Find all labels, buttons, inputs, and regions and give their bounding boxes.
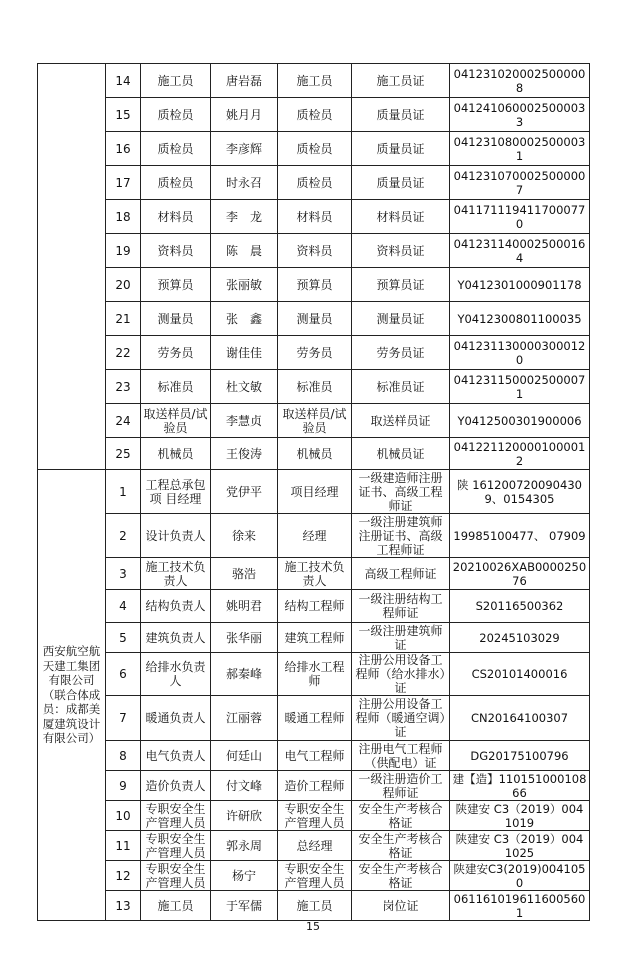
cell-no: 9 bbox=[106, 771, 141, 801]
cell-no: 18 bbox=[106, 200, 141, 234]
cell-title: 项目经理 bbox=[278, 470, 352, 514]
cell-cert-type: 安全生产考核合格证 bbox=[352, 801, 450, 831]
cell-cert-no: 0412311300003000120 bbox=[450, 336, 590, 370]
cell-title: 材料员 bbox=[278, 200, 352, 234]
table-row bbox=[38, 132, 590, 166]
cell-title: 预算员 bbox=[278, 268, 352, 302]
cell-name: 王俊涛 bbox=[211, 438, 278, 470]
cell-post: 测量员 bbox=[141, 302, 211, 336]
cell-cert-no: 建【造】11015100010866 bbox=[450, 771, 590, 801]
table-row bbox=[38, 200, 590, 234]
cell-cert-no: 20210026XAB000025076 bbox=[450, 558, 590, 590]
cell-name: 郭永周 bbox=[211, 831, 278, 861]
table-row bbox=[38, 558, 590, 590]
cell-post: 机械员 bbox=[141, 438, 211, 470]
cell-title: 建筑工程师 bbox=[278, 623, 352, 653]
cell-post: 给排水负责人 bbox=[141, 653, 211, 696]
cell-no: 20 bbox=[106, 268, 141, 302]
table-row bbox=[38, 64, 590, 98]
table-row bbox=[38, 590, 590, 623]
cell-name: 时永召 bbox=[211, 166, 278, 200]
cell-name: 于军儒 bbox=[211, 891, 278, 921]
cell-post: 质检员 bbox=[141, 98, 211, 132]
table-row bbox=[38, 653, 590, 696]
cell-no: 10 bbox=[106, 801, 141, 831]
cell-post: 资料员 bbox=[141, 234, 211, 268]
cell-name: 李彦辉 bbox=[211, 132, 278, 166]
cell-cert-no: Y0412300801100035 bbox=[450, 302, 590, 336]
cell-cert-no: 0412310200025000008 bbox=[450, 64, 590, 98]
cell-cert-type: 安全生产考核合格证 bbox=[352, 861, 450, 891]
cell-post: 预算员 bbox=[141, 268, 211, 302]
table-row bbox=[38, 268, 590, 302]
table-row bbox=[38, 771, 590, 801]
cell-no: 13 bbox=[106, 891, 141, 921]
cell-title: 总经理 bbox=[278, 831, 352, 861]
cell-post: 专职安全生产管理人员 bbox=[141, 861, 211, 891]
cell-cert-type: 注册公用设备工程师（暖通空调）证 bbox=[352, 696, 450, 741]
table-row bbox=[38, 623, 590, 653]
table-row bbox=[38, 801, 590, 831]
cell-no: 19 bbox=[106, 234, 141, 268]
cell-cert-no: S20116500362 bbox=[450, 590, 590, 623]
cell-cert-no: Y0412301000901178 bbox=[450, 268, 590, 302]
cell-cert-type: 预算员证 bbox=[352, 268, 450, 302]
cell-post: 施工技术负责人 bbox=[141, 558, 211, 590]
cell-no: 21 bbox=[106, 302, 141, 336]
cell-cert-type: 注册公用设备工程师（给水排水）证 bbox=[352, 653, 450, 696]
cell-cert-type: 一级建造师注册证书、高级工程师证 bbox=[352, 470, 450, 514]
cell-cert-no: DG20175100796 bbox=[450, 741, 590, 771]
cell-no: 3 bbox=[106, 558, 141, 590]
cell-cert-no: 20245103029 bbox=[450, 623, 590, 653]
table-row bbox=[38, 336, 590, 370]
table-row bbox=[38, 302, 590, 336]
table-row bbox=[38, 438, 590, 470]
cell-title: 施工员 bbox=[278, 891, 352, 921]
cell-cert-type: 资料员证 bbox=[352, 234, 450, 268]
cell-name: 杜文敏 bbox=[211, 370, 278, 404]
cell-no: 24 bbox=[106, 404, 141, 438]
org-cell: 西安航空航天建工集团有限公司（联合体成员：成都美厦建筑设计有限公司） bbox=[38, 470, 106, 921]
cell-post: 建筑负责人 bbox=[141, 623, 211, 653]
table-row bbox=[38, 370, 590, 404]
cell-name: 张 鑫 bbox=[211, 302, 278, 336]
cell-cert-no: 0611610196116005601 bbox=[450, 891, 590, 921]
cell-title: 测量员 bbox=[278, 302, 352, 336]
cell-title: 机械员 bbox=[278, 438, 352, 470]
table-row bbox=[38, 891, 590, 921]
table-row bbox=[38, 470, 590, 514]
cell-cert-type: 注册电气工程师（供配电）证 bbox=[352, 741, 450, 771]
cell-cert-no: 0411711194117000770 bbox=[450, 200, 590, 234]
cell-post: 材料员 bbox=[141, 200, 211, 234]
cell-post: 结构负责人 bbox=[141, 590, 211, 623]
cell-post: 质检员 bbox=[141, 166, 211, 200]
cell-name: 张华丽 bbox=[211, 623, 278, 653]
cell-no: 7 bbox=[106, 696, 141, 741]
cell-cert-no: 0412310700025000007 bbox=[450, 166, 590, 200]
cell-no: 17 bbox=[106, 166, 141, 200]
cell-post: 施工员 bbox=[141, 891, 211, 921]
cell-title: 劳务员 bbox=[278, 336, 352, 370]
cell-cert-type: 高级工程师证 bbox=[352, 558, 450, 590]
table-row bbox=[38, 404, 590, 438]
cell-title: 取送样员/试验员 bbox=[278, 404, 352, 438]
cell-title: 电气工程师 bbox=[278, 741, 352, 771]
cell-cert-type: 机械员证 bbox=[352, 438, 450, 470]
cell-post: 专职安全生产管理人员 bbox=[141, 831, 211, 861]
table-row bbox=[38, 696, 590, 741]
cell-name: 谢佳佳 bbox=[211, 336, 278, 370]
cell-no: 25 bbox=[106, 438, 141, 470]
cell-cert-no: 0412311400025000164 bbox=[450, 234, 590, 268]
cell-post: 暖通负责人 bbox=[141, 696, 211, 741]
cell-post: 电气负责人 bbox=[141, 741, 211, 771]
cell-no: 22 bbox=[106, 336, 141, 370]
cell-cert-type: 测量员证 bbox=[352, 302, 450, 336]
cell-post: 施工员 bbox=[141, 64, 211, 98]
cell-name: 陈 晨 bbox=[211, 234, 278, 268]
cell-post: 标准员 bbox=[141, 370, 211, 404]
cell-post: 质检员 bbox=[141, 132, 211, 166]
cell-cert-type: 施工员证 bbox=[352, 64, 450, 98]
cell-name: 党伊平 bbox=[211, 470, 278, 514]
cell-post: 劳务员 bbox=[141, 336, 211, 370]
cell-cert-type: 劳务员证 bbox=[352, 336, 450, 370]
cell-cert-type: 质量员证 bbox=[352, 132, 450, 166]
cell-cert-no: 陕建安 C3（2019）0041019 bbox=[450, 801, 590, 831]
table-row bbox=[38, 234, 590, 268]
cell-cert-type: 一级注册建筑师证 bbox=[352, 623, 450, 653]
cell-no: 11 bbox=[106, 831, 141, 861]
cell-title: 给排水工程师 bbox=[278, 653, 352, 696]
cell-cert-type: 标准员证 bbox=[352, 370, 450, 404]
cell-name: 李 龙 bbox=[211, 200, 278, 234]
cell-post: 工程总承包项 目经理 bbox=[141, 470, 211, 514]
cell-post: 造价负责人 bbox=[141, 771, 211, 801]
cell-title: 经理 bbox=[278, 514, 352, 558]
cell-cert-type: 一级注册结构工程师证 bbox=[352, 590, 450, 623]
cell-cert-no: CN20164100307 bbox=[450, 696, 590, 741]
cell-cert-no: 19985100477、 07909 bbox=[450, 514, 590, 558]
cell-cert-no: 0412410600025000033 bbox=[450, 98, 590, 132]
cell-post: 专职安全生产管理人员 bbox=[141, 801, 211, 831]
cell-title: 暖通工程师 bbox=[278, 696, 352, 741]
cell-cert-no: 陕建安C3(2019)0041050 bbox=[450, 861, 590, 891]
cell-cert-type: 质量员证 bbox=[352, 98, 450, 132]
cell-name: 姚明君 bbox=[211, 590, 278, 623]
table-body bbox=[38, 64, 590, 921]
cell-cert-no: 0412311500025000071 bbox=[450, 370, 590, 404]
cell-cert-type: 材料员证 bbox=[352, 200, 450, 234]
cell-no: 1 bbox=[106, 470, 141, 514]
org-cell bbox=[38, 64, 106, 470]
cell-cert-no: 陕建安 C3（2019）0041025 bbox=[450, 831, 590, 861]
cell-cert-no: 0412310800025000031 bbox=[450, 132, 590, 166]
cell-no: 2 bbox=[106, 514, 141, 558]
table-row bbox=[38, 98, 590, 132]
cell-title: 质检员 bbox=[278, 132, 352, 166]
cell-title: 质检员 bbox=[278, 98, 352, 132]
cell-cert-no: CS20101400016 bbox=[450, 653, 590, 696]
cell-title: 施工员 bbox=[278, 64, 352, 98]
cell-no: 6 bbox=[106, 653, 141, 696]
cell-name: 许研欣 bbox=[211, 801, 278, 831]
cell-name: 姚月月 bbox=[211, 98, 278, 132]
cell-name: 何廷山 bbox=[211, 741, 278, 771]
cell-no: 23 bbox=[106, 370, 141, 404]
cell-title: 造价工程师 bbox=[278, 771, 352, 801]
table-row bbox=[38, 741, 590, 771]
cell-cert-type: 取送样员证 bbox=[352, 404, 450, 438]
cell-post: 设计负责人 bbox=[141, 514, 211, 558]
cell-title: 资料员 bbox=[278, 234, 352, 268]
cell-title: 标准员 bbox=[278, 370, 352, 404]
cell-cert-no: 0412211200001000012 bbox=[450, 438, 590, 470]
cell-no: 16 bbox=[106, 132, 141, 166]
personnel-table bbox=[37, 63, 590, 921]
cell-no: 4 bbox=[106, 590, 141, 623]
cell-name: 李慧贞 bbox=[211, 404, 278, 438]
cell-no: 15 bbox=[106, 98, 141, 132]
table-row bbox=[38, 831, 590, 861]
cell-name: 付文峰 bbox=[211, 771, 278, 801]
cell-cert-type: 岗位证 bbox=[352, 891, 450, 921]
cell-no: 5 bbox=[106, 623, 141, 653]
cell-title: 专职安全生产管理人员 bbox=[278, 861, 352, 891]
cell-cert-no: Y0412500301900006 bbox=[450, 404, 590, 438]
cell-name: 杨宁 bbox=[211, 861, 278, 891]
cell-name: 江丽蓉 bbox=[211, 696, 278, 741]
cell-name: 唐岩磊 bbox=[211, 64, 278, 98]
cell-name: 张丽敏 bbox=[211, 268, 278, 302]
cell-cert-type: 一级注册造价工程师证 bbox=[352, 771, 450, 801]
cell-name: 郝秦峰 bbox=[211, 653, 278, 696]
cell-cert-type: 安全生产考核合格证 bbox=[352, 831, 450, 861]
cell-no: 14 bbox=[106, 64, 141, 98]
cell-no: 12 bbox=[106, 861, 141, 891]
cell-title: 结构工程师 bbox=[278, 590, 352, 623]
cell-title: 专职安全生产管理人员 bbox=[278, 801, 352, 831]
cell-cert-no: 陕 1612007200904309、0154305 bbox=[450, 470, 590, 514]
cell-name: 徐来 bbox=[211, 514, 278, 558]
cell-cert-type: 一级注册建筑师注册证书、高级工程师证 bbox=[352, 514, 450, 558]
cell-name: 骆浩 bbox=[211, 558, 278, 590]
page-number: 15 bbox=[306, 920, 320, 933]
table-row bbox=[38, 514, 590, 558]
cell-title: 施工技术负责人 bbox=[278, 558, 352, 590]
cell-no: 8 bbox=[106, 741, 141, 771]
cell-post: 取送样员/试验员 bbox=[141, 404, 211, 438]
table-row bbox=[38, 166, 590, 200]
cell-cert-type: 质量员证 bbox=[352, 166, 450, 200]
cell-title: 质检员 bbox=[278, 166, 352, 200]
table-row bbox=[38, 861, 590, 891]
